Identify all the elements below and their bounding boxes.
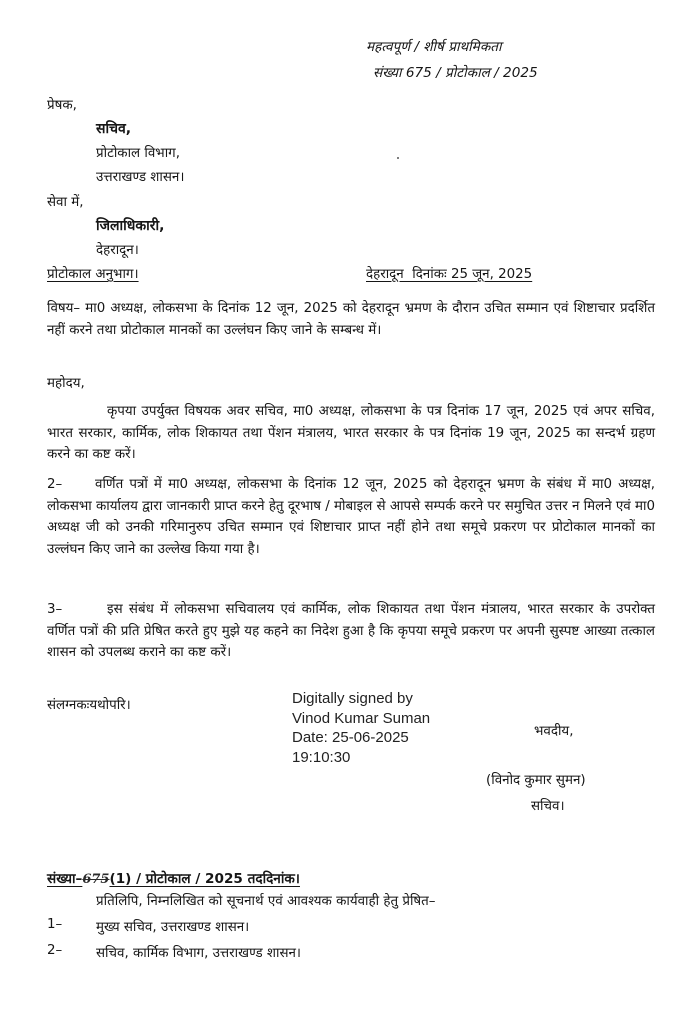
priority-label: महत्वपूर्ण / शीर्ष प्राथमिकता	[366, 39, 502, 55]
copy-number-prefix: संख्या–	[47, 871, 83, 887]
recipient-label: सेवा में,	[47, 195, 84, 210]
place-date: देहरादून दिनांकः 25 जून, 2025	[366, 267, 533, 282]
paragraph-2-text: वर्णित पत्रों में मा0 अध्यक्ष, लोकसभा के दिनांक 12 जून, 2025 को देहरादून भ्रमण के संबंध में मा0 अध्यक्ष, लोकसभा कार्यालय द्वारा जानकारी प्राप्त करने हेतु दूरभाष / मोबाइल से आपसे सम्पर्क करने पर समुचित उत्तर न मिलने एवं मा0 अध्यक्ष जी को उनकी गरिमानुरुप उचित सम्मान एवं शिष्टाचार प्राप्त नहीं होने तथा समूचे प्रकरण पर प्रोटोकाल मानकों का उल्लंघन किए जाने का उल्लेख किया गया है।	[47, 477, 655, 557]
handwritten-number: 675	[82, 872, 110, 887]
copy-item-1-number: 1–	[47, 917, 63, 932]
paragraph-3-text: इस संबंध में लोकसभा सचिवालय एवं कार्मिक, लोक शिकायत तथा पेंशन मंत्रालय, भारत सरकार के उपरोक्त वर्णित पत्रों की प्रति प्रेषित करते हुए मुझे यह कहने का निदेश हुआ है कि कृपया समूचे प्रकरण पर अपनी सुस्पष्ट आख्या तत्काल शासन को उपलब्ध कराने का कष्ट करें।	[47, 602, 655, 660]
closing-yours: भवदीय,	[534, 724, 574, 739]
paragraph-1-text: कृपया उपर्युक्त विषयक अवर सचिव, मा0 अध्यक्ष, लोकसभा के पत्र दिनांक 17 जून, 2025 एवं अपर सचिव, भारत सरकार, कार्मिक, लोक शिकायत तथा पेंशन मंत्रालय, भारत सरकार के पत्र दिनांक 19 जून, 2025 का सन्दर्भ ग्रहण करने का कष्ट करें।	[47, 404, 655, 462]
scan-speck	[397, 157, 399, 159]
sender-government: उत्तराखण्ड शासन।	[96, 170, 185, 185]
copy-number-suffix: (1) / प्रोटोकाल / 2025 तददिनांक।	[109, 871, 300, 887]
sender-title: सचिव,	[96, 121, 132, 137]
sender-department: प्रोटोकाल विभाग,	[96, 146, 180, 161]
recipient-place: देहरादून।	[96, 243, 139, 258]
signature-line-1: Digitally signed by	[292, 690, 413, 707]
signatory-designation: सचिव।	[531, 799, 565, 814]
signature-date: Date: 25-06-2025	[292, 729, 409, 746]
paragraph-3-number: 3–	[47, 602, 63, 617]
signature-time: 19:10:30	[292, 748, 351, 766]
paragraph-1	[47, 401, 655, 466]
copy-item-2-text: सचिव, कार्मिक विभाग, उत्तराखण्ड शासन।	[96, 946, 301, 961]
paragraph-2	[47, 474, 655, 560]
signature-name: Vinod Kumar Suman	[292, 709, 431, 727]
subject-paragraph: विषय– मा0 अध्यक्ष, लोकसभा के दिनांक 12 जून, 2025 को देहरादून भ्रमण के दौरान उचित सम्मान एवं शिष्टाचार प्रदर्शित नहीं करने तथा प्रोटोकाल मानकों का उल्लंघन किए जाने के सम्बन्ध में।	[47, 301, 655, 338]
sender-label: प्रेषक,	[47, 98, 77, 113]
paragraph-2-number: 2–	[47, 477, 63, 492]
salutation: महोदय,	[47, 376, 85, 391]
copy-number	[47, 868, 300, 887]
enclosure-note: संलग्नकःयथोपरि।	[47, 698, 131, 713]
copy-item-1-text: मुख्य सचिव, उत्तराखण्ड शासन।	[96, 920, 250, 935]
digital-signature	[292, 689, 430, 767]
recipient-title: जिलाधिकारी,	[96, 218, 165, 234]
section-name: प्रोटोकाल अनुभाग।	[47, 267, 139, 282]
copy-item-2-number: 2–	[47, 943, 63, 958]
letter-number: संख्या 675 / प्रोटोकाल / 2025	[373, 65, 538, 81]
signatory-name: (विनोद कुमार सुमन)	[486, 773, 586, 788]
copy-intro: प्रतिलिपि, निम्नलिखित को सूचनार्थ एवं आवश्यक कार्यवाही हेतु प्रेषित–	[96, 894, 436, 909]
paragraph-3	[47, 599, 655, 664]
